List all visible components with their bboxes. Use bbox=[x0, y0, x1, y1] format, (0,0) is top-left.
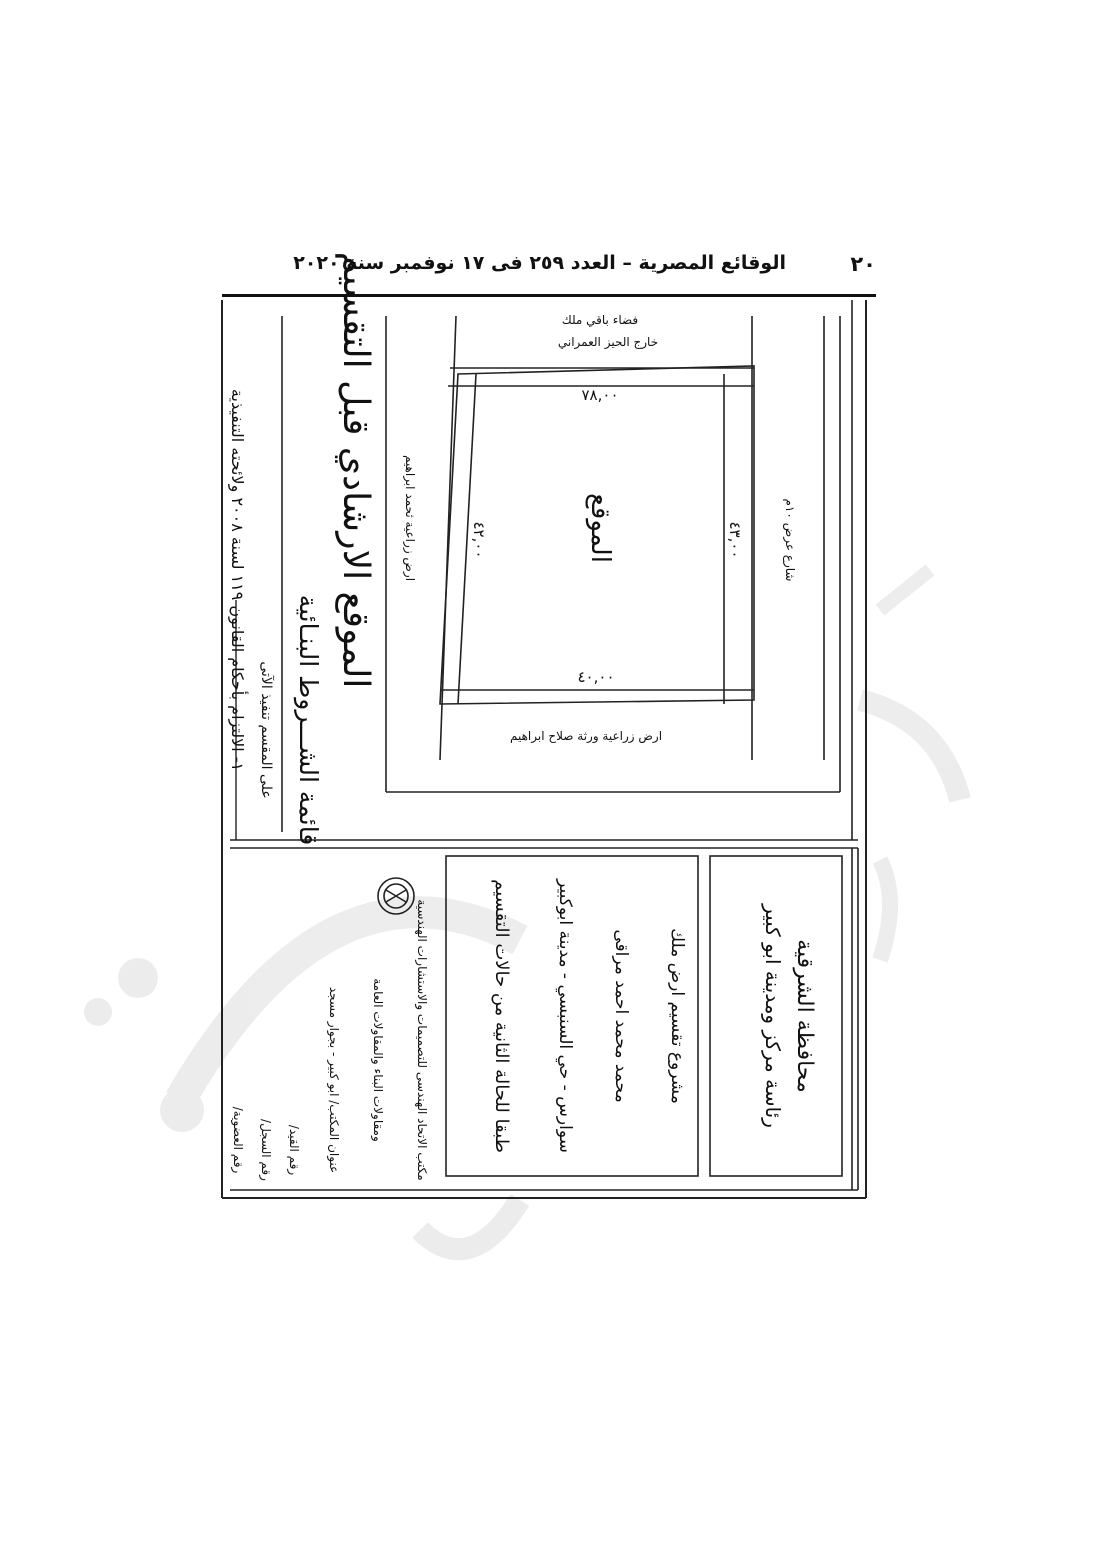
north-neighbor-label: فضاء باقي ملك bbox=[561, 313, 639, 327]
office-registration: رقم القيد/ bbox=[287, 1124, 301, 1176]
office-name: مكتب الاتحاد الهندسى للتصميمات والاستشارات الهندسية bbox=[415, 899, 429, 1181]
office-address: عنوان المكتب/ ابو كبير - بجوار مسجد bbox=[327, 986, 341, 1174]
gazette-title: الوقائع المصرية – العدد ٢٥٩ فى ١٧ نوفمبر سنة ٢٠٢٠ bbox=[293, 252, 786, 274]
page-number: ٢٠ bbox=[850, 252, 876, 276]
office-services: ومقاولات البناء والمقاولات العامة bbox=[371, 978, 385, 1142]
south-neighbor-label: ارض زراعية ورثة صلاح ابراهيم bbox=[509, 729, 663, 743]
authority-governorate: محافظة الشرقية bbox=[792, 939, 817, 1093]
west-neighbor-label: ارض زراعية ثحمد ابراهيم bbox=[403, 454, 417, 582]
office-record: رقم السجل/ bbox=[259, 1119, 273, 1181]
east-street-label: شارع عرض ١٠م bbox=[783, 498, 797, 582]
plan-title: الموقع الارشادي قبل التقسيم bbox=[335, 251, 376, 689]
conditions-line2: ١- الالتزام بأحكام القانون ١١٩ لسنة ٢٠٠٨ ولائحته التنفيذية bbox=[228, 388, 247, 772]
dimension-north: ٧٨,٠٠ bbox=[581, 386, 619, 404]
dimension-west: ٤٢,٠٠ bbox=[470, 521, 488, 559]
authority-city: رئاسة مركز ومدينة ابو كبير bbox=[761, 904, 785, 1128]
watermark bbox=[84, 570, 960, 1249]
office-logo bbox=[378, 878, 414, 914]
site-label: الموقع bbox=[585, 493, 615, 563]
office-membership: رقم العضوية/ bbox=[231, 1106, 245, 1174]
project-location: سوارس - حي السنبسي - مدينة ابوكبير bbox=[555, 879, 575, 1153]
north-boundary-label: خارج الحيز العمراني bbox=[557, 335, 659, 349]
project-line1: مشروع تقسيم ارض ملك bbox=[667, 928, 687, 1104]
dimension-east: ٤٣,٠٠ bbox=[726, 521, 744, 559]
conditions-line1: على المقسم تنفيذ الآتى bbox=[258, 661, 274, 799]
project-owner: محمد محمد احمد مراقى bbox=[611, 929, 631, 1103]
project-case: طبقا للحالة الثانية من حالات التقسيم bbox=[491, 879, 512, 1153]
conditions-title: قائمة الشـــروط البنـائية bbox=[294, 594, 323, 846]
dimension-south: ٤٠,٠٠ bbox=[577, 668, 615, 686]
